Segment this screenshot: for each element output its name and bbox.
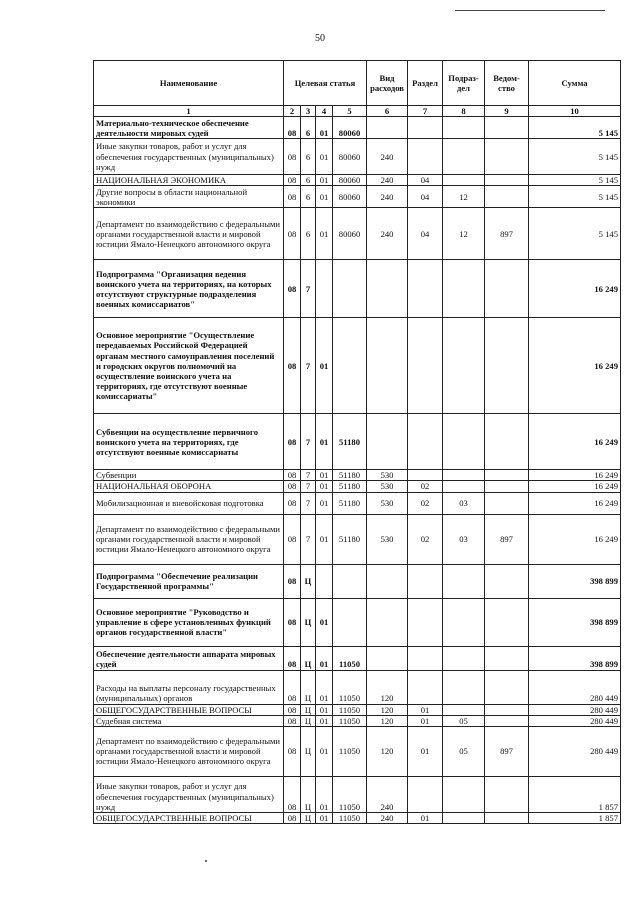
cell-sum: 5 145 bbox=[529, 175, 621, 186]
table-row bbox=[94, 812, 621, 823]
cell-program: 08 bbox=[284, 564, 301, 598]
cell-sum: 16 249 bbox=[529, 492, 621, 514]
table-row bbox=[94, 260, 621, 318]
table-row bbox=[94, 715, 621, 726]
cell-program: 08 bbox=[284, 776, 301, 812]
cell-name: Материально-техническое обеспечение деятельности мировых судей bbox=[94, 117, 284, 139]
cell-subprogram: 6 bbox=[301, 208, 316, 260]
cell-direction: 11050 bbox=[333, 704, 367, 715]
cell-program: 08 bbox=[284, 715, 301, 726]
cell-sum: 5 145 bbox=[529, 117, 621, 139]
cell-expense-type: 120 bbox=[367, 715, 408, 726]
cell-department bbox=[485, 776, 529, 812]
cell-sum: 16 249 bbox=[529, 470, 621, 481]
cell-direction: 11050 bbox=[333, 812, 367, 823]
cell-department bbox=[485, 704, 529, 715]
cell-section bbox=[408, 646, 443, 670]
col-number: 1 bbox=[94, 106, 284, 117]
table-row bbox=[94, 646, 621, 670]
cell-name: Иные закупки товаров, работ и услуг для обеспечения государственных (муниципальных) нужд bbox=[94, 776, 284, 812]
cell-subsection: 12 bbox=[443, 186, 485, 208]
header-sum: Сумма bbox=[529, 61, 621, 106]
cell-event: 01 bbox=[316, 598, 333, 646]
cell-subsection bbox=[443, 175, 485, 186]
header-section: Раздел bbox=[408, 61, 443, 106]
table-row bbox=[94, 492, 621, 514]
cell-name: Подпрограмма "Обеспечение реализации Государственной программы" bbox=[94, 564, 284, 598]
table-row bbox=[94, 514, 621, 564]
cell-expense-type bbox=[367, 260, 408, 318]
cell-subsection: 05 bbox=[443, 715, 485, 726]
cell-subsection: 05 bbox=[443, 726, 485, 776]
cell-program: 08 bbox=[284, 492, 301, 514]
cell-subprogram: 6 bbox=[301, 139, 316, 175]
cell-program: 08 bbox=[284, 812, 301, 823]
cell-program: 08 bbox=[284, 470, 301, 481]
cell-name: Основное мероприятие "Руководство и управление в сфере установленных функций органов государственной власти" bbox=[94, 598, 284, 646]
cell-subprogram: 7 bbox=[301, 470, 316, 481]
col-number: 5 bbox=[333, 106, 367, 117]
cell-sum: 1 857 bbox=[529, 812, 621, 823]
cell-expense-type: 120 bbox=[367, 670, 408, 704]
cell-section: 04 bbox=[408, 208, 443, 260]
cell-expense-type bbox=[367, 646, 408, 670]
cell-sum: 280 449 bbox=[529, 670, 621, 704]
cell-section bbox=[408, 564, 443, 598]
cell-subsection bbox=[443, 598, 485, 646]
cell-expense-type bbox=[367, 318, 408, 414]
cell-subsection bbox=[443, 776, 485, 812]
cell-name: Судебная система bbox=[94, 715, 284, 726]
cell-name: Подпрограмма "Организация ведения воинского учета на территориях, на которых отсутствуют структурные подразделения военных комиссариатов" bbox=[94, 260, 284, 318]
cell-subsection bbox=[443, 470, 485, 481]
cell-sum: 398 899 bbox=[529, 646, 621, 670]
cell-section: 04 bbox=[408, 186, 443, 208]
cell-subprogram: Ц bbox=[301, 812, 316, 823]
cell-section bbox=[408, 776, 443, 812]
cell-direction: 80060 bbox=[333, 175, 367, 186]
cell-subsection: 12 bbox=[443, 208, 485, 260]
table-row bbox=[94, 117, 621, 139]
cell-department bbox=[485, 175, 529, 186]
cell-expense-type bbox=[367, 414, 408, 470]
cell-event: 01 bbox=[316, 117, 333, 139]
cell-event: 01 bbox=[316, 715, 333, 726]
cell-event: 01 bbox=[316, 670, 333, 704]
cell-event: 01 bbox=[316, 318, 333, 414]
header-name: Наименование bbox=[94, 61, 284, 106]
cell-direction: 51180 bbox=[333, 481, 367, 492]
table-body bbox=[94, 117, 621, 824]
cell-event: 01 bbox=[316, 812, 333, 823]
cell-subsection bbox=[443, 670, 485, 704]
cell-sum: 5 145 bbox=[529, 139, 621, 175]
cell-expense-type: 120 bbox=[367, 726, 408, 776]
table-row bbox=[94, 564, 621, 598]
table-row bbox=[94, 414, 621, 470]
cell-sum: 16 249 bbox=[529, 260, 621, 318]
cell-name: Мобилизационная и вневойсковая подготовка bbox=[94, 492, 284, 514]
table-row bbox=[94, 776, 621, 812]
cell-event: 01 bbox=[316, 208, 333, 260]
cell-expense-type: 530 bbox=[367, 470, 408, 481]
cell-name: НАЦИОНАЛЬНАЯ ОБОРОНА bbox=[94, 481, 284, 492]
cell-department bbox=[485, 470, 529, 481]
cell-subprogram: 7 bbox=[301, 514, 316, 564]
cell-subsection: 03 bbox=[443, 492, 485, 514]
cell-name: Обеспечение деятельности аппарата мировых судей bbox=[94, 646, 284, 670]
cell-sum: 398 899 bbox=[529, 564, 621, 598]
cell-subprogram: Ц bbox=[301, 598, 316, 646]
cell-expense-type: 530 bbox=[367, 492, 408, 514]
cell-event: 01 bbox=[316, 481, 333, 492]
cell-expense-type: 240 bbox=[367, 208, 408, 260]
cell-program: 08 bbox=[284, 704, 301, 715]
cell-program: 08 bbox=[284, 514, 301, 564]
cell-subprogram: Ц bbox=[301, 670, 316, 704]
cell-name: Департамент по взаимодействию с федеральными органами государственной власти и мировой юстиции Ямало-Ненецкого автономного округа bbox=[94, 208, 284, 260]
cell-subsection bbox=[443, 414, 485, 470]
table-row bbox=[94, 598, 621, 646]
cell-section: 01 bbox=[408, 715, 443, 726]
cell-department: 897 bbox=[485, 514, 529, 564]
cell-sum: 16 249 bbox=[529, 414, 621, 470]
cell-department bbox=[485, 646, 529, 670]
cell-subprogram: Ц bbox=[301, 715, 316, 726]
cell-program: 08 bbox=[284, 646, 301, 670]
cell-direction: 80060 bbox=[333, 117, 367, 139]
cell-department bbox=[485, 492, 529, 514]
col-number: 10 bbox=[529, 106, 621, 117]
cell-section bbox=[408, 139, 443, 175]
cell-section bbox=[408, 670, 443, 704]
scan-edge-line bbox=[455, 10, 605, 11]
table-row bbox=[94, 481, 621, 492]
table-row bbox=[94, 175, 621, 186]
cell-department bbox=[485, 139, 529, 175]
cell-section: 02 bbox=[408, 481, 443, 492]
table-header-row bbox=[94, 61, 621, 106]
cell-direction bbox=[333, 564, 367, 598]
cell-department bbox=[485, 318, 529, 414]
cell-subsection bbox=[443, 646, 485, 670]
cell-program: 08 bbox=[284, 414, 301, 470]
cell-expense-type: 240 bbox=[367, 186, 408, 208]
cell-expense-type: 530 bbox=[367, 481, 408, 492]
cell-subsection bbox=[443, 812, 485, 823]
cell-subprogram: Ц bbox=[301, 646, 316, 670]
cell-subsection bbox=[443, 139, 485, 175]
cell-name: Расходы на выплаты персоналу государственных (муниципальных) органов bbox=[94, 670, 284, 704]
cell-direction: 51180 bbox=[333, 414, 367, 470]
cell-program: 08 bbox=[284, 670, 301, 704]
cell-expense-type: 240 bbox=[367, 812, 408, 823]
cell-sum: 5 145 bbox=[529, 186, 621, 208]
cell-subsection bbox=[443, 564, 485, 598]
cell-event: 01 bbox=[316, 776, 333, 812]
cell-department bbox=[485, 117, 529, 139]
cell-event: 01 bbox=[316, 175, 333, 186]
cell-sum: 1 857 bbox=[529, 776, 621, 812]
cell-expense-type bbox=[367, 564, 408, 598]
cell-program: 08 bbox=[284, 117, 301, 139]
cell-event: 01 bbox=[316, 704, 333, 715]
cell-subsection bbox=[443, 704, 485, 715]
col-number: 6 bbox=[367, 106, 408, 117]
table-row bbox=[94, 470, 621, 481]
cell-subprogram: Ц bbox=[301, 704, 316, 715]
cell-subsection bbox=[443, 117, 485, 139]
cell-subprogram: 7 bbox=[301, 492, 316, 514]
cell-event: 01 bbox=[316, 470, 333, 481]
cell-section: 01 bbox=[408, 704, 443, 715]
cell-expense-type bbox=[367, 117, 408, 139]
cell-program: 08 bbox=[284, 175, 301, 186]
cell-name: Субвенции на осуществление первичного воинского учета на территориях, где отсутствуют военные комиссариаты bbox=[94, 414, 284, 470]
cell-program: 08 bbox=[284, 260, 301, 318]
cell-event: 01 bbox=[316, 492, 333, 514]
col-number: 7 bbox=[408, 106, 443, 117]
cell-expense-type bbox=[367, 598, 408, 646]
cell-event: 01 bbox=[316, 139, 333, 175]
cell-direction: 80060 bbox=[333, 186, 367, 208]
cell-event: 01 bbox=[316, 514, 333, 564]
table-row bbox=[94, 139, 621, 175]
cell-sum: 16 249 bbox=[529, 514, 621, 564]
cell-direction bbox=[333, 260, 367, 318]
cell-name: ОБЩЕГОСУДАРСТВЕННЫЕ ВОПРОСЫ bbox=[94, 812, 284, 823]
cell-name: Субвенции bbox=[94, 470, 284, 481]
header-subsection: Подраз-дел bbox=[443, 61, 485, 106]
cell-event: 01 bbox=[316, 186, 333, 208]
cell-name: ОБЩЕГОСУДАРСТВЕННЫЕ ВОПРОСЫ bbox=[94, 704, 284, 715]
cell-name: Другие вопросы в области национальной экономики bbox=[94, 186, 284, 208]
cell-sum: 16 249 bbox=[529, 318, 621, 414]
col-number: 8 bbox=[443, 106, 485, 117]
cell-event bbox=[316, 564, 333, 598]
cell-program: 08 bbox=[284, 186, 301, 208]
cell-sum: 16 249 bbox=[529, 481, 621, 492]
cell-subprogram: 6 bbox=[301, 175, 316, 186]
cell-subprogram: 6 bbox=[301, 186, 316, 208]
cell-expense-type: 240 bbox=[367, 175, 408, 186]
cell-department: 897 bbox=[485, 726, 529, 776]
cell-department bbox=[485, 812, 529, 823]
cell-program: 08 bbox=[284, 208, 301, 260]
cell-program: 08 bbox=[284, 726, 301, 776]
header-target: Целевая статья bbox=[284, 61, 367, 106]
cell-department bbox=[485, 186, 529, 208]
cell-department bbox=[485, 481, 529, 492]
cell-direction: 11050 bbox=[333, 670, 367, 704]
cell-department: 897 bbox=[485, 208, 529, 260]
cell-program: 08 bbox=[284, 139, 301, 175]
table-row bbox=[94, 670, 621, 704]
cell-event: 01 bbox=[316, 414, 333, 470]
cell-department bbox=[485, 598, 529, 646]
cell-subprogram: 7 bbox=[301, 414, 316, 470]
cell-subprogram: Ц bbox=[301, 726, 316, 776]
col-number: 9 bbox=[485, 106, 529, 117]
table-row bbox=[94, 186, 621, 208]
cell-section bbox=[408, 117, 443, 139]
cell-sum: 280 449 bbox=[529, 715, 621, 726]
cell-subprogram: Ц bbox=[301, 564, 316, 598]
col-number: 4 bbox=[316, 106, 333, 117]
cell-section bbox=[408, 598, 443, 646]
cell-name: Департамент по взаимодействию с федеральными органами государственной власти и мировой юстиции Ямало-Ненецкого автономного округа bbox=[94, 726, 284, 776]
cell-section bbox=[408, 260, 443, 318]
cell-event: 01 bbox=[316, 726, 333, 776]
cell-sum: 280 449 bbox=[529, 704, 621, 715]
cell-department bbox=[485, 414, 529, 470]
cell-sum: 5 145 bbox=[529, 208, 621, 260]
cell-subsection: 03 bbox=[443, 514, 485, 564]
cell-direction: 80060 bbox=[333, 139, 367, 175]
cell-program: 08 bbox=[284, 481, 301, 492]
column-number-row bbox=[94, 106, 621, 117]
cell-sum: 280 449 bbox=[529, 726, 621, 776]
budget-table bbox=[93, 60, 621, 824]
cell-expense-type: 120 bbox=[367, 704, 408, 715]
table-row bbox=[94, 726, 621, 776]
cell-section: 01 bbox=[408, 726, 443, 776]
table-row bbox=[94, 704, 621, 715]
cell-direction bbox=[333, 318, 367, 414]
cell-section: 01 bbox=[408, 812, 443, 823]
cell-event bbox=[316, 260, 333, 318]
cell-program: 08 bbox=[284, 598, 301, 646]
cell-subprogram: 7 bbox=[301, 318, 316, 414]
cell-section bbox=[408, 470, 443, 481]
cell-section: 04 bbox=[408, 175, 443, 186]
cell-direction: 11050 bbox=[333, 726, 367, 776]
cell-subprogram: Ц bbox=[301, 776, 316, 812]
cell-section bbox=[408, 414, 443, 470]
cell-expense-type: 530 bbox=[367, 514, 408, 564]
cell-department bbox=[485, 260, 529, 318]
scan-speck bbox=[205, 860, 207, 862]
cell-expense-type: 240 bbox=[367, 776, 408, 812]
cell-direction: 80060 bbox=[333, 208, 367, 260]
cell-direction: 51180 bbox=[333, 492, 367, 514]
cell-direction: 51180 bbox=[333, 470, 367, 481]
table-row bbox=[94, 208, 621, 260]
cell-subprogram: 7 bbox=[301, 260, 316, 318]
cell-department bbox=[485, 564, 529, 598]
cell-section: 02 bbox=[408, 492, 443, 514]
cell-name: Департамент по взаимодействию с федеральными органами государственной власти и мировой юстиции Ямало-Ненецкого автономного округа bbox=[94, 514, 284, 564]
cell-subprogram: 7 bbox=[301, 481, 316, 492]
cell-direction: 11050 bbox=[333, 715, 367, 726]
cell-section bbox=[408, 318, 443, 414]
header-expense: Вид расходов bbox=[367, 61, 408, 106]
col-number: 3 bbox=[301, 106, 316, 117]
cell-department bbox=[485, 670, 529, 704]
table-row bbox=[94, 318, 621, 414]
cell-subsection bbox=[443, 318, 485, 414]
cell-subsection bbox=[443, 481, 485, 492]
cell-section: 02 bbox=[408, 514, 443, 564]
cell-department bbox=[485, 715, 529, 726]
cell-direction: 11050 bbox=[333, 776, 367, 812]
cell-direction: 51180 bbox=[333, 514, 367, 564]
cell-sum: 398 899 bbox=[529, 598, 621, 646]
cell-subprogram: 6 bbox=[301, 117, 316, 139]
cell-direction bbox=[333, 598, 367, 646]
cell-subsection bbox=[443, 260, 485, 318]
cell-name: НАЦИОНАЛЬНАЯ ЭКОНОМИКА bbox=[94, 175, 284, 186]
col-number: 2 bbox=[284, 106, 301, 117]
cell-event: 01 bbox=[316, 646, 333, 670]
cell-name: Иные закупки товаров, работ и услуг для обеспечения государственных (муниципальных) нужд bbox=[94, 139, 284, 175]
cell-program: 08 bbox=[284, 318, 301, 414]
cell-expense-type: 240 bbox=[367, 139, 408, 175]
cell-direction: 11050 bbox=[333, 646, 367, 670]
page-number: 50 bbox=[315, 33, 325, 44]
cell-name: Основное мероприятие "Осуществление передаваемых Российской Федерацией органам местного самоуправления поселений и городских округов полномочий на осуществление воинского учета на территориях, где отсутствуют военные комиссариаты" bbox=[94, 318, 284, 414]
header-department: Ведом-ство bbox=[485, 61, 529, 106]
